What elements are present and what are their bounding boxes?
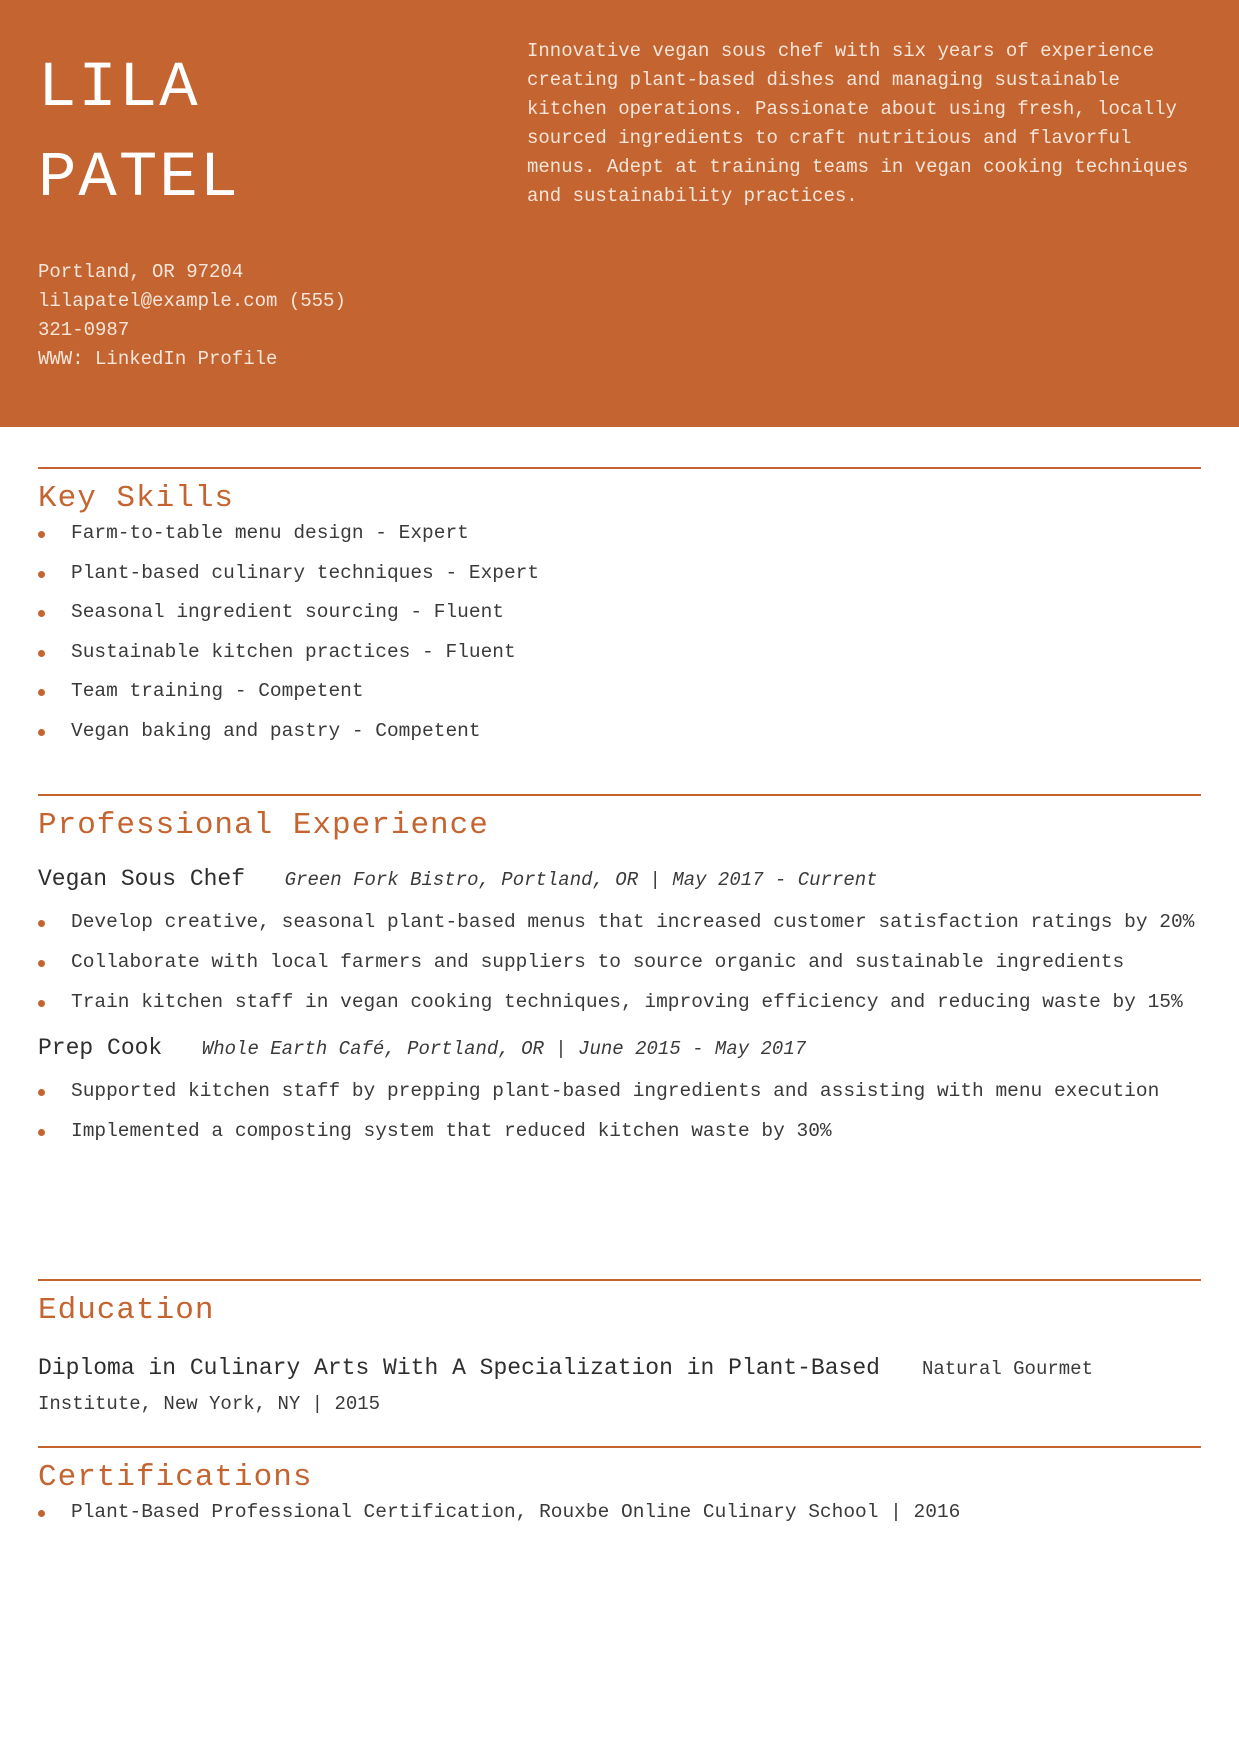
list-item: Train kitchen staff in vegan cooking techniques, improving efficiency and reducing waste by 15% <box>38 988 1201 1017</box>
experience-section <box>38 794 1201 1157</box>
school-meta: Natural Gourmet Institute, New York, NY | 2015 <box>38 1358 1093 1415</box>
job-bullets-2 <box>38 1077 1201 1146</box>
email-phone-line-1[interactable]: lilapatel@example.com (555) <box>38 290 346 312</box>
list-item: Sustainable kitchen practices - Fluent <box>38 638 1201 667</box>
job-meta: Green Fork Bistro, Portland, OR | May 2017 - Current <box>284 869 878 891</box>
list-item: Develop creative, seasonal plant-based menus that increased customer satisfaction ratings by 20% <box>38 908 1201 937</box>
section-title-skills: Key Skills <box>38 481 235 516</box>
resume-header <box>0 0 1239 427</box>
skills-list <box>38 519 1201 746</box>
section-title-education: Education <box>38 1293 215 1328</box>
address: Portland, OR 97204 <box>38 261 244 283</box>
email-phone-line-2: 321-0987 <box>38 319 130 341</box>
certifications-list <box>38 1498 1201 1527</box>
education-entry <box>38 1351 1201 1421</box>
list-item: Plant-Based Professional Certification, Rouxbe Online Culinary School | 2016 <box>38 1498 1201 1527</box>
certifications-section <box>38 1446 1201 1527</box>
first-name: LILA <box>38 53 200 125</box>
job-meta: Whole Earth Café, Portland, OR | June 2015 - May 2017 <box>201 1038 807 1060</box>
skills-section <box>38 467 1201 756</box>
linkedin-link[interactable]: WWW: LinkedIn Profile <box>38 348 278 370</box>
list-item: Team training - Competent <box>38 677 1201 706</box>
professional-summary: Innovative vegan sous chef with six years of experience creating plant-based dishes and managing sustainable kitchen operations. Passionate about using fresh, locally sourced ingredients to craft nutritious and flavorful menus. Adept at training teams in vegan cooking techniques and sustainability practices. <box>527 40 1189 207</box>
list-item: Collaborate with local farmers and suppliers to source organic and sustainable ingredients <box>38 948 1201 977</box>
list-item: Supported kitchen staff by prepping plant-based ingredients and assisting with menu execution <box>38 1077 1201 1106</box>
list-item: Farm-to-table menu design - Expert <box>38 519 1201 548</box>
list-item: Vegan baking and pastry - Competent <box>38 717 1201 746</box>
education-section <box>38 1279 1201 1421</box>
job-title: Vegan Sous Chef <box>38 866 246 892</box>
list-item: Seasonal ingredient sourcing - Fluent <box>38 598 1201 627</box>
list-item: Implemented a composting system that reduced kitchen waste by 30% <box>38 1117 1201 1146</box>
degree: Diploma in Culinary Arts With A Specialization in Plant-Based <box>38 1355 880 1381</box>
last-name: PATEL <box>38 143 241 215</box>
list-item: Plant-based culinary techniques - Expert <box>38 559 1201 588</box>
section-title-certifications: Certifications <box>38 1460 313 1495</box>
job-bullets-1 <box>38 908 1201 1017</box>
job-title: Prep Cook <box>38 1035 163 1061</box>
candidate-name <box>38 44 478 224</box>
job-header-2 <box>38 1033 1201 1065</box>
section-title-experience: Professional Experience <box>38 808 489 843</box>
contact-block <box>38 258 398 374</box>
job-header-1 <box>38 864 1201 896</box>
